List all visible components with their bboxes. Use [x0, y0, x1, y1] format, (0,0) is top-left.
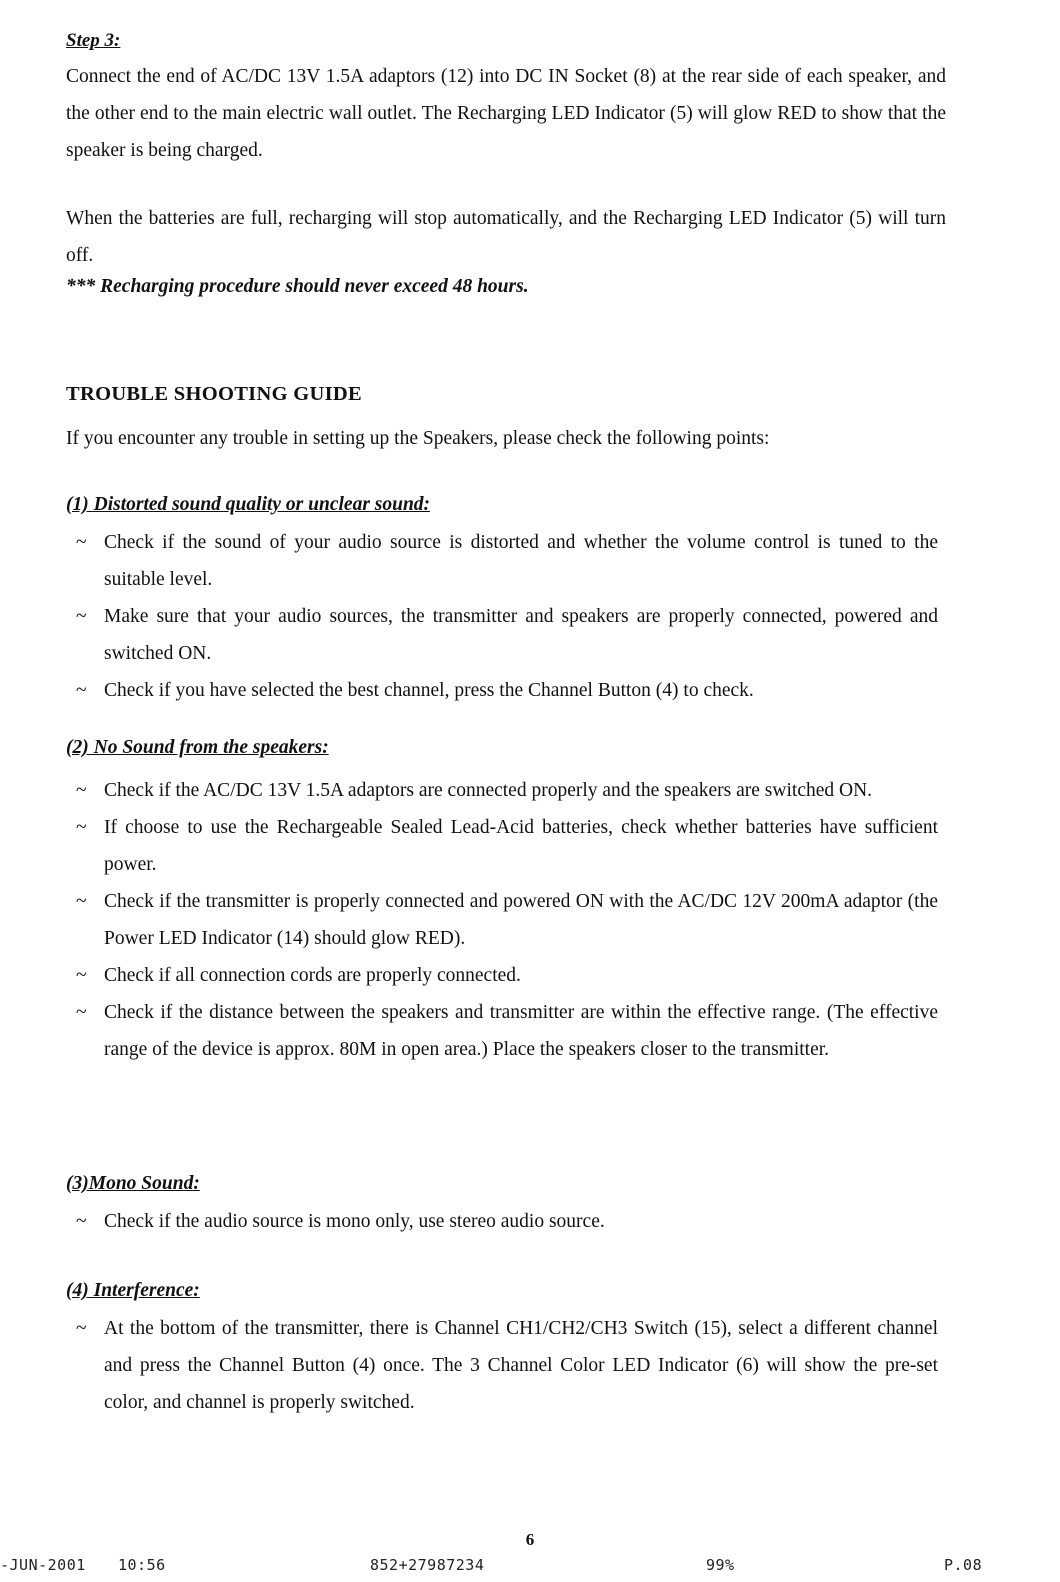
list-item: [76, 772, 938, 809]
recharging-warning: *** Recharging procedure should never exceed 48 hours.: [66, 276, 529, 297]
list-item-text: Make sure that your audio sources, the transmitter and speakers are properly connected, powered and switched ON.: [104, 606, 938, 664]
bullet-dash: ~: [76, 606, 87, 627]
bullet-dash: ~: [76, 532, 87, 553]
fax-date: -JUN-2001: [0, 1556, 86, 1574]
list-item: [76, 1310, 938, 1421]
list-item-text: At the bottom of the transmitter, there is Channel CH1/CH2/CH3 Switch (15), select a different channel and press the Channel Button (4) once. The 3 Channel Color LED Indicator (6) will show the pre-set color, and channel is properly switched.: [104, 1318, 938, 1413]
list-item-text: Check if the sound of your audio source is distorted and whether the volume control is tuned to the suitable level.: [104, 532, 938, 590]
section-3-heading: (3)Mono Sound:: [66, 1173, 200, 1194]
list-item: [76, 809, 938, 883]
bullet-dash: ~: [76, 1211, 87, 1232]
bullet-dash: ~: [76, 780, 87, 801]
troubleshooting-title: TROUBLE SHOOTING GUIDE: [66, 383, 362, 405]
section-4-heading: (4) Interference:: [66, 1280, 200, 1301]
bullet-dash: ~: [76, 1318, 87, 1339]
page-number: 6: [525, 1530, 535, 1549]
list-item: [76, 883, 938, 957]
list-item-text: If choose to use the Rechargeable Sealed Lead-Acid batteries, check whether batteries have sufficient power.: [104, 817, 938, 875]
bullet-dash: ~: [76, 817, 87, 838]
step-3-paragraph-2: When the batteries are full, recharging will stop automatically, and the Recharging LED Indicator (5) will turn off.: [66, 208, 946, 266]
list-item-text: Check if the audio source is mono only, use stereo audio source.: [104, 1211, 605, 1232]
bullet-dash: ~: [76, 1002, 87, 1023]
bullet-dash: ~: [76, 680, 87, 701]
list-item-text: Check if the AC/DC 13V 1.5A adaptors are connected properly and the speakers are switched ON.: [104, 780, 873, 801]
list-item: [76, 672, 938, 709]
step-3-paragraph-1: Connect the end of AC/DC 13V 1.5A adaptors (12) into DC IN Socket (8) at the rear side of each speaker, and the other end to the main electric wall outlet. The Recharging LED Indicator (5) will glow RED to show that the speaker is being charged.: [66, 66, 946, 161]
list-item: [76, 1203, 938, 1240]
list-item-text: Check if the distance between the speakers and transmitter are within the effective range. (The effective range of the device is approx. 80M in open area.) Place the speakers closer to the transmitter.: [104, 1002, 938, 1060]
section-1-list: [76, 524, 938, 709]
bullet-dash: ~: [76, 891, 87, 912]
section-3-list: [76, 1203, 938, 1240]
fax-page: P.08: [944, 1556, 983, 1574]
list-item: [76, 524, 938, 598]
fax-time: 10:56: [118, 1556, 166, 1574]
fax-phone: 852+27987234: [370, 1556, 485, 1574]
step-3-heading: Step 3:: [66, 30, 121, 51]
section-1-heading: (1) Distorted sound quality or unclear sound:: [66, 494, 431, 515]
list-item-text: Check if you have selected the best channel, press the Channel Button (4) to check.: [104, 680, 754, 701]
list-item: [76, 957, 938, 994]
troubleshooting-intro: If you encounter any trouble in setting up the Speakers, please check the following points:: [66, 428, 770, 449]
fax-percent: 99%: [706, 1556, 735, 1574]
list-item: [76, 994, 938, 1068]
list-item: [76, 598, 938, 672]
section-2-list: [76, 772, 938, 1068]
list-item-text: Check if all connection cords are properly connected.: [104, 965, 521, 986]
bullet-dash: ~: [76, 965, 87, 986]
section-2-heading: (2) No Sound from the speakers:: [66, 737, 329, 758]
list-item-text: Check if the transmitter is properly connected and powered ON with the AC/DC 12V 200mA adaptor (the Power LED Indicator (14) should glow RED).: [104, 891, 938, 949]
section-4-list: [76, 1310, 938, 1421]
